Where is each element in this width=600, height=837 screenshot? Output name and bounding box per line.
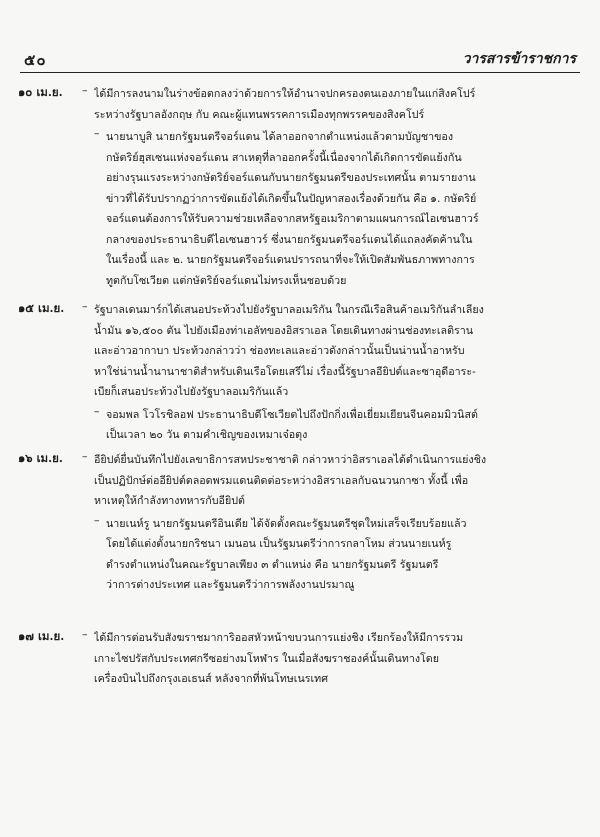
entry-date: ๑๖ เม.ย.	[18, 451, 63, 465]
entry-16-apr	[18, 450, 580, 598]
journal-title: วารสารข้าราชการ	[462, 51, 576, 67]
text-line: จอมพล โวโรชิลอฟ ประธานาธิบดีโซเวียตไปถึงปักกิ่งเพื่อเยี่ยมเยียนจีนคอมมิวนิสต์	[106, 407, 478, 421]
text-line: หาใช่น่านน้ำนานาชาติสำหรับเดินเรือโดยเสรีไม่ เรื่องนี้รัฐบาลอียิปต์และซาอุดีอาระ-	[94, 364, 476, 378]
dash-marker: –	[82, 450, 88, 463]
news-paragraph	[82, 628, 580, 690]
text-line: เป็นเวลา ๒๐ วัน ตามคำเชิญของเหมาเจ๋อตุง	[106, 428, 308, 441]
dash-marker: –	[94, 513, 100, 527]
text-line: กลางของประธานาธิบดีไอเซนฮาวร์ ซึ่งนายกรัฐมนตรีจอร์แดนได้แถลงคัดค้านใน	[106, 232, 473, 246]
entry-date: ๑๗ เม.ย.	[18, 629, 65, 643]
text-line: ว่าการต่างประเทศ และรัฐมนตรีว่าการพลังงานปรมาณู	[106, 578, 355, 591]
text-line: เบียก็เสนอประท้วงไปยังรัฐบาลอเมริกันแล้ว	[94, 385, 289, 398]
text-line: หาเหตุให้กำลังทางทหารกับอียิปต์	[94, 494, 245, 507]
text-line: นายนาบูสิ นายกรัฐมนตรีจอร์แดน ได้ลาออกจากตำแหน่งแล้วตามบัญชาของ	[106, 130, 454, 143]
news-paragraph	[82, 450, 580, 512]
text-line: นายเนห์รู นายกรัฐมนตรีอินเดีย ได้จัดตั้งคณะรัฐมนตรีชุดใหม่เสร็จเรียบร้อยแล้ว	[106, 516, 467, 530]
page-number: ๕๐	[24, 51, 47, 69]
header-rule	[20, 72, 580, 73]
text-line: จอร์แดนต้องการให้รับความช่วยเหลือจากสหรัฐอเมริกาตามแผนการณ์ไอเซนฮาวร์	[106, 212, 479, 225]
entry-10-apr	[18, 84, 580, 293]
entry-15-apr	[18, 300, 580, 448]
entry-17-apr	[18, 628, 580, 692]
news-paragraph	[82, 84, 580, 125]
dash-marker: –	[82, 300, 88, 313]
text-line: โดยได้แต่งตั้งนายกริชนา เมนอน เป็นรัฐมนตรีว่าการกลาโหม ส่วนนายเนห์รู	[106, 537, 452, 550]
news-paragraph	[82, 300, 580, 403]
text-line: น้ำมัน ๑๖,๕๐๐ ตัน ไปยังเมืองท่าเอลัทของอิสราเอล โดยเดินทางผ่านช่องทะเลติราน	[94, 323, 474, 337]
text-line: ระหว่างรัฐบาลอังกฤษ กับ คณะผู้แทนพรรคการเมืองทุกพรรคของสิงคโปร์	[94, 107, 425, 121]
text-line: ดำรงตำแหน่งในคณะรัฐบาลเพียง ๓ ตำแหน่ง คือ นายกรัฐมนตรี รัฐมนตรี	[106, 557, 439, 571]
dash-marker: –	[82, 84, 88, 97]
news-paragraph	[94, 513, 580, 596]
text-line: ข่าวที่ได้รับปรากฏว่าการขัดแย้งได้เกิดขึ้นในปัญหาสองเรื่องด้วยกัน คือ ๑. กษัตริย์	[106, 191, 477, 205]
dash-marker: –	[94, 404, 100, 418]
text-line: เกาะไซปรัสกับประเทศกรีซอย่างมโหฬาร ในเมื่อสังฆราชองค์นั้นเดินทางโดย	[94, 651, 440, 665]
text-line: ได้มีการต่อนรับสังฆราชมาการิออสหัวหน้าขบวนการแย่งชิง เรียกร้องให้มีการรวม	[94, 631, 464, 644]
text-line: อียิปต์ยื่นบันทึกไปยังเลขาธิการสหประชาชาติ กล่าวหาว่าอิสราเอลได้ดำเนินการแย่งชิง	[94, 453, 487, 466]
entry-date: ๑๕ เม.ย.	[18, 301, 65, 315]
dash-marker: –	[82, 628, 88, 641]
dash-marker: –	[94, 127, 100, 140]
text-line: ในเรื่องนี้ และ ๒. นายกรัฐมนตรีจอร์แดนปรารถนาที่จะให้เปิดสัมพันธภาพทางการ	[106, 253, 475, 266]
news-paragraph	[94, 404, 580, 446]
text-line: และอ่าวอากาบา ประท้วงกล่าวว่า ช่องทะเลและอ่าวดังกล่าวนั้นเป็นน่านน้ำอาหรับ	[94, 344, 465, 357]
news-paragraph	[94, 127, 580, 291]
text-line: ทูตกับโซเวียต แต่กษัตริย์จอร์แดนไม่ทรงเห็นชอบด้วย	[106, 273, 347, 287]
text-line: เป็นปฏิปักษ์ต่ออียิปต์ตลอดพรมแดนติดต่อระหว่างอิสราเอลกับฉนวนกาซา ทั้งนี้ เพื่อ	[94, 473, 469, 487]
text-line: ได้มีการลงนามในร่างข้อตกลงว่าด้วยการให้อำนาจปกครองตนเองภายในแก่สิงคโปร์	[94, 87, 476, 100]
text-line: รัฐบาลเดนมาร์กได้เสนอประท้วงไปยังรัฐบาลอเมริกัน ในกรณีเรือสินค้าอเมริกันลำเลียง	[94, 303, 484, 316]
text-line: เครื่องบินไปถึงกรุงเอเธนส์ หลังจากที่พ้นโทษเนรเทศ	[94, 672, 328, 685]
entry-date: ๑๐ เม.ย.	[18, 85, 63, 99]
text-line: อย่างรุนแรงระหว่างกษัตริย์จอร์แดนกับนายกรัฐมนตรีของประเทศนั้น ตามรายงาน	[106, 171, 476, 184]
text-line: กษัตริย์ฮุสเซนแห่งจอร์แดน สาเหตุที่ลาออกครั้งนี้เนื่องจากได้เกิดการขัดแย้งกัน	[106, 150, 462, 164]
